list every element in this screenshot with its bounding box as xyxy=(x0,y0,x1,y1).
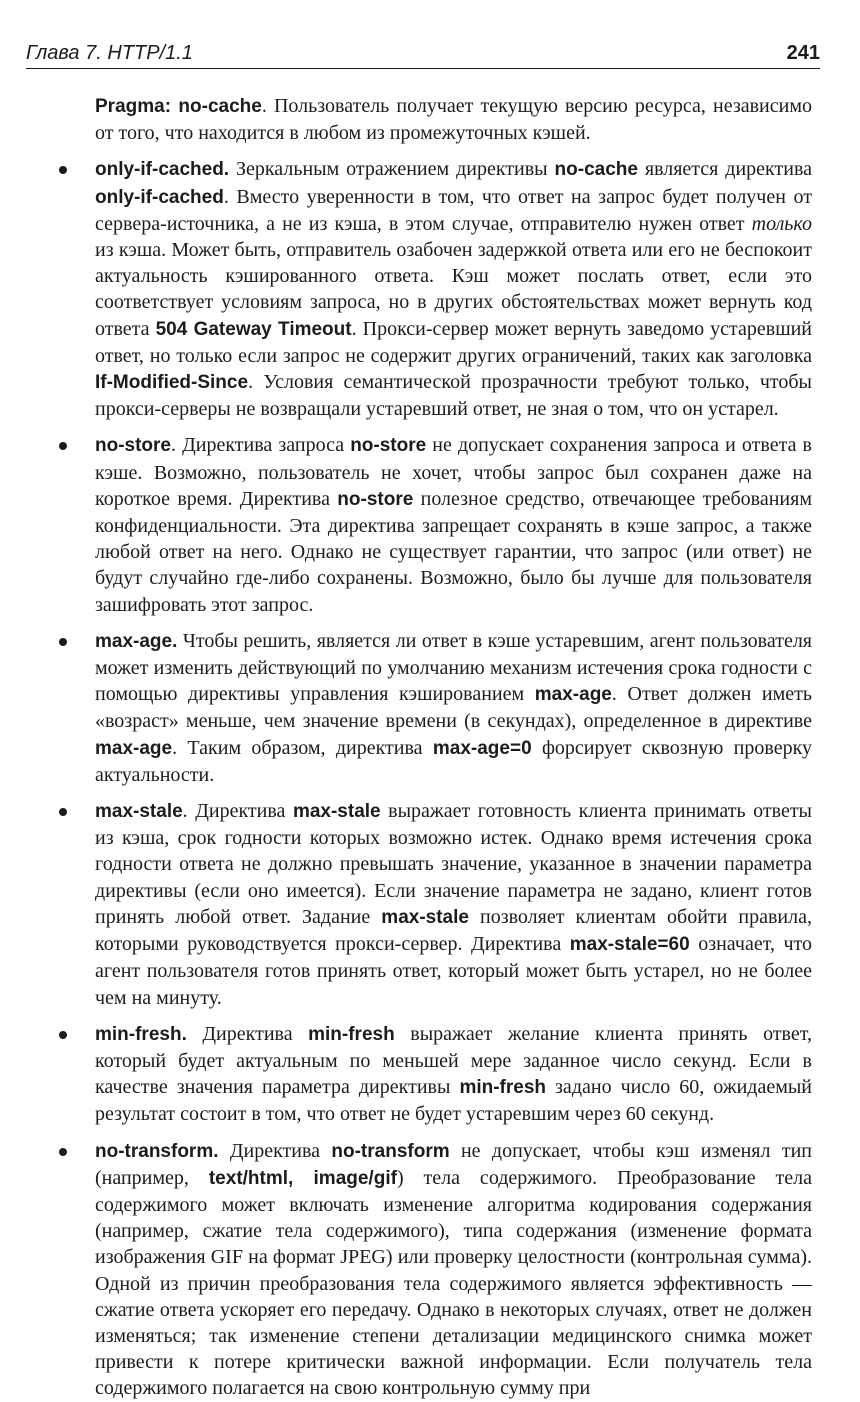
body-text: . Пользователь получает текущую версию ресурса, независимо от того, что находится в любом из промежуточных кэшей. xyxy=(95,95,812,145)
emphasis-text: только xyxy=(751,212,812,235)
body-text: позволяет клиентам обойти правила, которыми руководствуется прокси-сервер. Директива xyxy=(95,905,812,956)
term-text: min-fresh xyxy=(308,1023,395,1045)
term-text: only-if-cached. xyxy=(95,159,230,181)
bullet-icon xyxy=(59,638,67,646)
body-text: . Прокси-сервер может вернуть заведомо устаревший ответ, но только если запрос не содержит других ограничений, таких как заголовка xyxy=(95,317,813,367)
body-text: Чтобы решить, является ли ответ в кэше устаревшим, агент пользователя может изменить действующий по умолчанию механизм истечения срока годности с помощью директивы управления кэшированием xyxy=(95,629,812,706)
page-body xyxy=(95,93,812,1402)
body-text: ) тела содержимого. Преобразование тела содержимого может включать изменение алгоритма кодирования содержания (например, сжатие тела содержимого), типа содержания (изменение формата изображения GIF на формат JPEG) или проверку целостности (контрольная сумма). Одной из причин преобразования тела содержимого является эффективность — сжатие ответа ускоряет его передачу. Однако в некоторых случаях, ответ не должен изменяться; так изменение степени детализации медицинского снимка может привести к потере критически важной информации. Если получатель тела содержимого полагается на свою контрольную сумму при xyxy=(95,1166,813,1400)
body-text: является директива xyxy=(637,158,812,181)
running-header xyxy=(26,36,820,69)
bullet-paragraph xyxy=(95,1021,812,1128)
chapter-title: Глава 7. HTTP/1.1 xyxy=(26,42,193,64)
term-text: no-transform xyxy=(331,1140,450,1162)
term-text: max-age xyxy=(95,737,173,759)
term-text: If-Modified-Since xyxy=(95,372,249,394)
term-text: text/html, image/gif xyxy=(208,1167,397,1189)
term-text: Pragma: no-cache xyxy=(95,96,262,117)
body-text: задано число 60, ожидаемый результат состоит в том, что ответ не будет устаревшим через 60 секунд. xyxy=(95,1076,812,1126)
term-text: max-stale xyxy=(95,801,183,823)
body-text: выражает желание клиента принять ответ, который будет актуальным по меньшей мере заданное число секунд. Если в качестве значения параметра директивы xyxy=(95,1022,812,1099)
bullet-paragraph xyxy=(95,798,812,1011)
term-text: only-if-cached xyxy=(95,186,224,208)
term-text: max-age. xyxy=(95,630,178,652)
body-text: выражает готовность клиента принимать ответы из кэша, срок годности которых возможно истек. Однако время истечения срока годности ответа не должно превышать значение, указанное в значении параметра директивы (если оно имеется). Если значение параметра не задано, клиент готов принять любой ответ. Задание xyxy=(95,800,812,928)
page-number: 241 xyxy=(786,42,820,64)
body-text: полезное средство, отвечающее требованиям конфиденциальности. Эта директива запрещает сохранять в кэше запрос, а также любой ответ на него. Однако не существует гарантии, что запрос (или ответ) не будут случайно где-либо сохранены. Возможно, было бы лучше для пользователя зашифровать этот запрос. xyxy=(95,487,812,616)
term-text: no-cache xyxy=(554,159,638,181)
term-text: max-age xyxy=(534,684,612,706)
body-text: . Директива запроса xyxy=(171,434,351,457)
continuation-paragraph xyxy=(95,93,812,146)
body-text: . Ответ должен иметь «возраст» меньше, чем значение времени (в секундах), определенное в директиве xyxy=(95,683,812,733)
bullet-icon xyxy=(59,442,67,450)
body-text: Директива xyxy=(218,1139,332,1162)
term-text: min-fresh. xyxy=(95,1023,187,1045)
body-text: . Условия семантической прозрачности требуют только, чтобы прокси-серверы не возвращали устаревший ответ, не зная о том, что он устарел. xyxy=(95,371,812,421)
term-text: max-stale=60 xyxy=(569,934,690,956)
body-text: не допускает сохранения запроса и ответа в кэше. Возможно, пользователь не хочет, чтобы запрос был сохранен даже на короткое время. Директива xyxy=(95,434,812,510)
bullet-icon xyxy=(59,808,67,816)
term-text: no-store xyxy=(337,488,414,510)
bullet-icon xyxy=(59,166,67,174)
body-text: форсирует сквозную проверку актуальности. xyxy=(95,736,812,786)
bullet-paragraph xyxy=(95,432,812,617)
body-text: . Таким образом, директива xyxy=(172,736,433,759)
body-text: Директива xyxy=(186,1022,309,1045)
bullet-icon xyxy=(59,1031,67,1039)
bullet-paragraph xyxy=(95,628,812,788)
term-text: max-stale xyxy=(381,906,469,928)
term-text: no-store xyxy=(350,435,427,457)
term-text: max-age=0 xyxy=(432,737,532,759)
term-text: no-store xyxy=(95,435,171,457)
term-text: max-stale xyxy=(292,801,381,823)
term-text: no-transform. xyxy=(95,1140,219,1162)
bullet-paragraph xyxy=(95,156,812,422)
term-text: 504 Gateway Timeout xyxy=(155,318,352,340)
body-text: Зеркальным отражением директивы xyxy=(229,158,555,181)
term-text: min-fresh xyxy=(459,1077,547,1099)
body-text: не допускает, чтобы кэш изменял тип (например, xyxy=(95,1139,812,1189)
bullet-icon xyxy=(59,1148,67,1156)
bullet-paragraph xyxy=(95,1138,812,1402)
body-text: . Директива xyxy=(182,800,293,823)
body-text: . Вместо уверенности в том, что ответ на запрос будет получен от сервера-источника, а не из кэша, в этом случае, отправителю нужен ответ xyxy=(95,185,812,235)
body-text: означает, что агент пользователя готов принять ответ, который может быть устарел, но не более чем на минуту. xyxy=(95,933,812,1009)
body-text: из кэша. Может быть, отправитель озабочен задержкой ответа или его не беспокоит актуальность кэшированного ответа. Кэш может послать ответ, если это соответствует условиям запроса, но в других обстоятельствах может вернуть код ответа xyxy=(95,239,812,340)
